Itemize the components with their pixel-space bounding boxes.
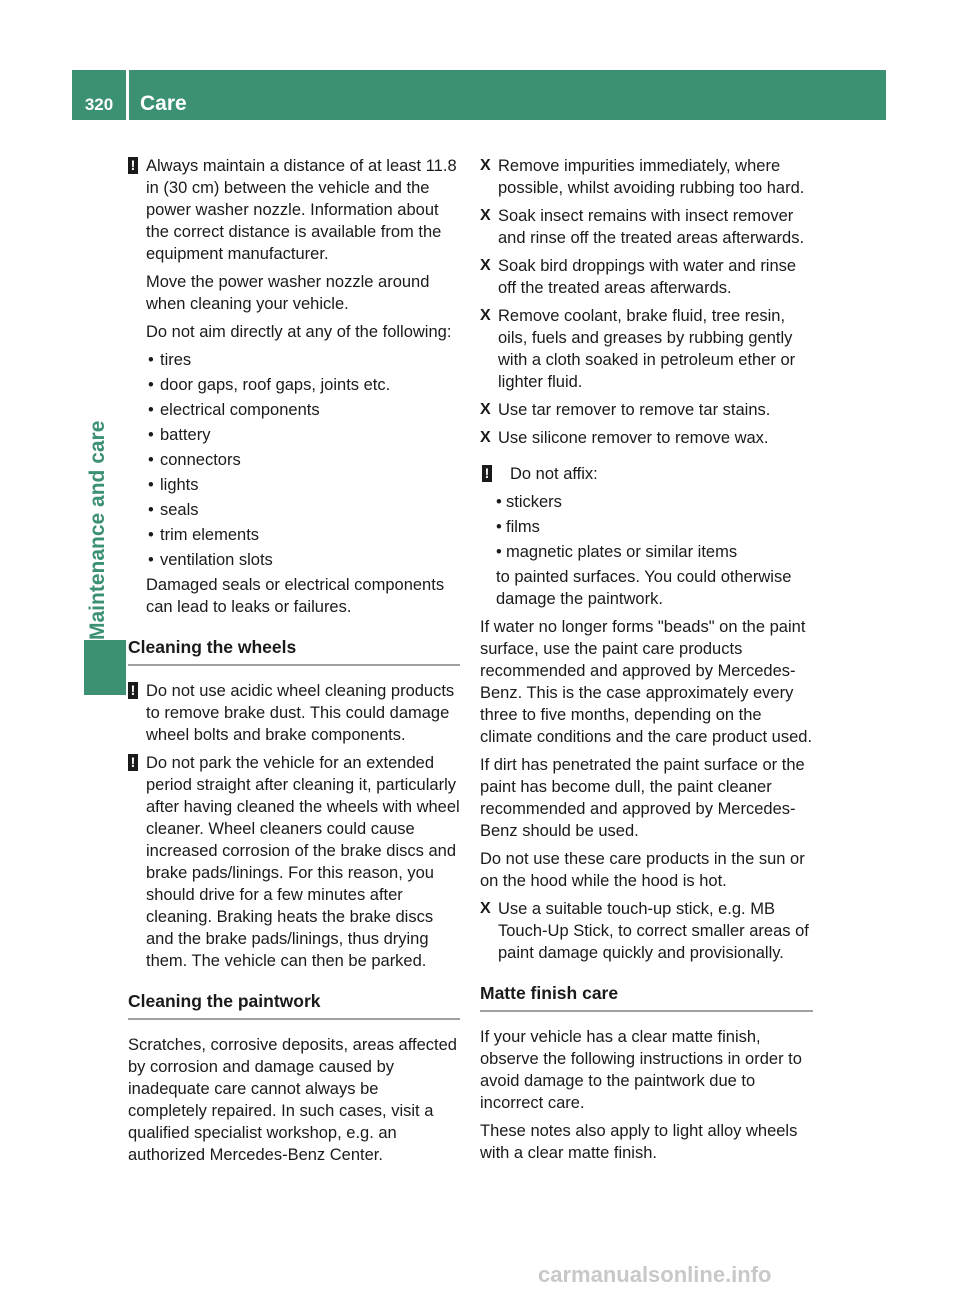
section-title: Care [140,92,187,115]
paragraph: Do not aim directly at any of the following: [146,323,452,341]
paragraph: Scratches, corrosive deposits, areas affected by corrosion and damage caused by inadequate care cannot always be completely repaired. In such cases, visit a qualified specialist workshop, e.g. an authorized Mercedes-Benz Center. [128,1036,457,1164]
warning-text: Do not park the vehicle for an extended period straight after cleaning it, particularly after having cleaned the wheels with wheel cleaner. Wheel cleaners could cause increased corrosion of the brake discs and brake pads/linings. For this reason, you should drive for a few minutes after cleaning. Braking heats the brake discs and the brake pads/linings, thus drying them. The vehicle can then be parked. [146,754,460,970]
side-tab-label: Maintenance and care [86,420,109,640]
section-heading: Matte finish care [480,982,813,1012]
step-text: Soak insect remains with insect remover and rinse off the treated areas afterwards. [498,207,805,247]
list-item: • stickers [480,491,813,513]
list-item: • trim elements [128,524,460,546]
step-item [480,305,813,393]
warning-icon: ! [128,682,138,699]
list-item: • door gaps, roof gaps, joints etc. [128,374,460,396]
list-item: • tires [128,349,460,371]
warning-text: Do not use acidic wheel cleaning products to remove brake dust. This could damage wheel bolts and brake components. [146,682,455,744]
step-item [480,255,813,299]
step-icon: X [480,257,491,274]
step-item [480,205,813,249]
section-heading: Cleaning the wheels [128,636,460,666]
paragraph: If your vehicle has a clear matte finish, observe the following instructions in order to avoid damage to the paintwork due to incorrect care. [480,1028,802,1112]
page-number: 320 [84,95,114,114]
warning-icon: ! [128,754,138,771]
header-divider [126,70,129,120]
step-text: Use a suitable touch-up stick, e.g. MB Touch-Up Stick, to correct smaller areas of paint damage quickly and provisionally. [498,900,809,962]
step-icon: X [480,401,491,418]
step-text: Use silicone remover to remove wax. [498,429,769,447]
step-item [480,898,813,964]
step-text: Use tar remover to remove tar stains. [498,401,771,419]
paragraph: If water no longer forms "beads" on the paint surface, use the paint care products recommended and approved by Mercedes-Benz. This is the case approximately every three to five months, depending on the climate conditions and the care product used. [480,618,813,746]
warning-icon: ! [128,157,138,174]
warning-note [480,463,813,485]
paragraph: Do not use these care products in the sun or on the hood while the hood is hot. [480,850,805,890]
paragraph: Damaged seals or electrical components can lead to leaks or failures. [146,576,445,616]
warning-note [128,752,460,972]
paragraph: to painted surfaces. You could otherwise damage the paintwork. [496,568,792,608]
warning-note [128,680,460,746]
list-item: • connectors [128,449,460,471]
list-item: • magnetic plates or similar items [480,541,813,563]
header-bar [72,70,886,120]
warning-icon: ! [482,465,492,482]
step-icon: X [480,429,491,446]
step-item [480,155,813,199]
list-item: • electrical components [128,399,460,421]
paragraph: These notes also apply to light alloy wheels with a clear matte finish. [480,1122,798,1162]
step-text: Remove impurities immediately, where possible, whilst avoiding rubbing too hard. [498,157,805,197]
side-tab-marker [84,640,126,695]
step-icon: X [480,307,491,324]
step-item [480,399,813,421]
step-item [480,427,813,449]
step-icon: X [480,207,491,224]
step-icon: X [480,900,491,917]
list-item: • seals [128,499,460,521]
step-icon: X [480,157,491,174]
warning-text: Do not affix: [510,465,598,483]
step-text: Soak bird droppings with water and rinse off the treated areas afterwards. [498,257,797,297]
watermark: carmanualsonline.info [538,1262,772,1287]
paragraph: If dirt has penetrated the paint surface or the paint has become dull, the paint cleaner recommended and approved by Mercedes-Benz should be used. [480,756,805,840]
list-item: • ventilation slots [128,549,460,571]
list-item: • battery [128,424,460,446]
warning-note [128,155,460,265]
section-heading: Cleaning the paintwork [128,990,460,1020]
right-column [480,155,813,1170]
list-item: • films [480,516,813,538]
paragraph: Move the power washer nozzle around when cleaning your vehicle. [146,273,430,313]
warning-text: Always maintain a distance of at least 11.8 in (30 cm) between the vehicle and the power washer nozzle. Information about the correct distance is available from the equipment manufacturer. [146,157,457,263]
left-column [128,155,460,1172]
step-text: Remove coolant, brake fluid, tree resin, oils, fuels and greases by rubbing gently with a cloth soaked in petroleum ether or lighter fluid. [498,307,796,391]
list-item: • lights [128,474,460,496]
